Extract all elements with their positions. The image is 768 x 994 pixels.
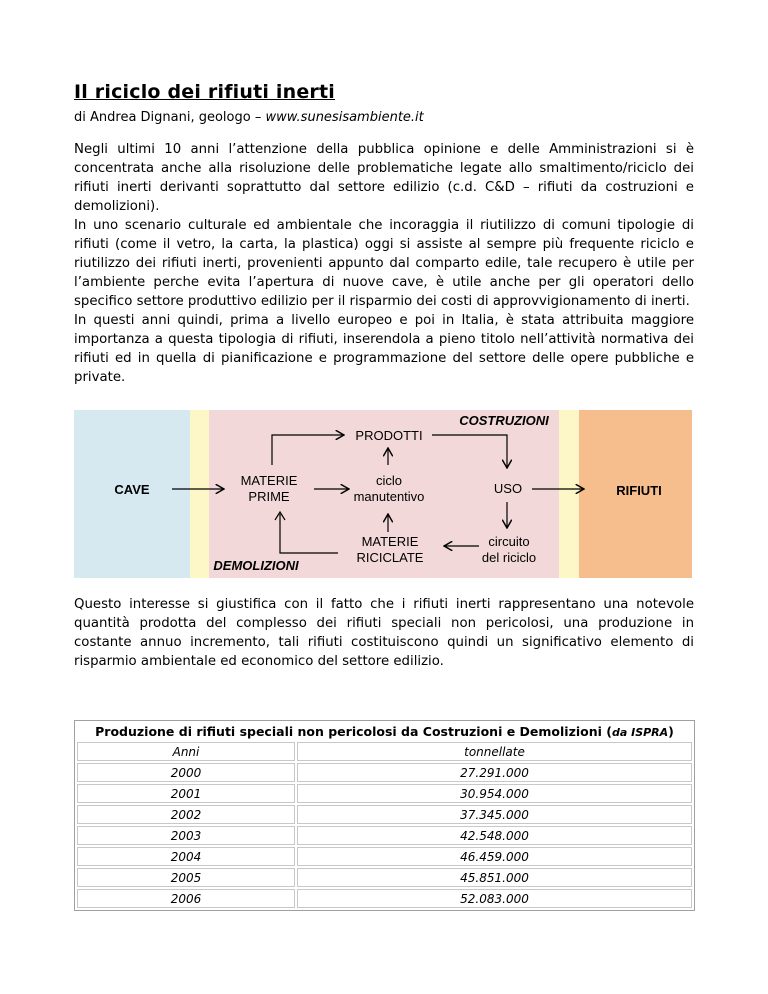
label-costruzioni: COSTRUZIONI xyxy=(459,413,549,428)
paragraph-1: Negli ultimi 10 anni l’attenzione della pubblica opinione e delle Amministrazioni si è concentrata anche alla risoluzione delle problematiche legate allo smaltimento/riciclo dei rifiuti inerti derivanti soprattutto dal settore edilizio (c.d. C&D – rifiuti da costruzioni e demolizioni). xyxy=(74,142,694,214)
label-circuito-line1: circuito xyxy=(488,534,530,549)
byline-website: www.sunesisambiente.it xyxy=(265,110,424,125)
recycling-flow-diagram xyxy=(74,410,694,578)
year-cell: 2004 xyxy=(77,847,295,866)
table-row xyxy=(77,868,692,887)
table-caption-source: da ISPRA xyxy=(611,726,669,739)
label-ciclo-line1: ciclo xyxy=(375,473,402,488)
byline xyxy=(74,108,694,128)
paragraph-3: In questi anni quindi, prima a livello europeo e poi in Italia, è stata attribuita maggiore importanza a questa tipologia di rifiuti, inserendola a pieno titolo nell’attività normativa dei rifiuti ed in quella di pianificazione e programmazione del settore delle opere pubbliche e private. xyxy=(74,313,694,385)
label-prodotti: PRODOTTI xyxy=(355,428,423,443)
table-row xyxy=(77,847,692,866)
article-title: Il riciclo dei rifiuti inerti xyxy=(74,81,336,103)
table-caption-end: ) xyxy=(668,724,674,739)
article-continued xyxy=(74,595,694,671)
tons-cell: 42.548.000 xyxy=(297,826,692,845)
column-header-tons: tonnellate xyxy=(297,742,692,761)
year-cell: 2001 xyxy=(77,784,295,803)
label-materie-prime-line2: PRIME xyxy=(248,489,290,504)
label-materie-riciclate-line2: RICICLATE xyxy=(356,550,424,565)
label-uso: USO xyxy=(493,481,523,496)
tons-cell: 30.954.000 xyxy=(297,784,692,803)
paragraph-4: Questo interesse si giustifica con il fatto che i rifiuti inerti rappresentano una notevole quantità prodotta del complesso dei rifiuti speciali non pericolosi, una produzione in costante annuo incremento, tali rifiuti costituiscono quindi un significativo elemento di risparmio ambientale ed economico del settore edilizio. xyxy=(74,597,694,669)
label-materie-riciclate xyxy=(340,534,440,566)
label-materie-prime-line1: MATERIE xyxy=(240,473,298,488)
arrow-products-to-use xyxy=(432,435,507,468)
production-table-wrapper xyxy=(74,720,694,911)
table-row xyxy=(77,784,692,803)
label-demolizioni: DEMOLIZIONI xyxy=(213,558,299,573)
year-cell: 2003 xyxy=(77,826,295,845)
year-cell: 2006 xyxy=(77,889,295,908)
tons-cell: 27.291.000 xyxy=(297,763,692,782)
tons-cell: 45.851.000 xyxy=(297,868,692,887)
tons-cell: 46.459.000 xyxy=(297,847,692,866)
label-ciclo-line2: manutentivo xyxy=(353,489,425,504)
production-table xyxy=(74,720,695,911)
label-materie-prime xyxy=(224,473,314,505)
arrow-recycled-to-raw xyxy=(280,514,338,553)
label-rifiuti: RIFIUTI xyxy=(616,483,662,498)
arrow-raw-to-products xyxy=(272,435,344,465)
year-cell: 2002 xyxy=(77,805,295,824)
table-caption-main: Produzione di rifiuti speciali non pericolosi da Costruzioni e Demolizioni ( xyxy=(95,724,612,739)
tons-cell: 37.345.000 xyxy=(297,805,692,824)
paragraph-2: In uno scenario culturale ed ambientale che incoraggia il riutilizzo di comuni tipologie di rifiuti (come il vetro, la carta, la plastica) oggi si assiste al sempre più frequente riciclo e riutilizzo dei rifiuti inerti, provenienti appunto dal comparto edile, tale recupero è utile per l’ambiente perche evita l’apertura di nuove cave, è utile anche per gli operatori dello specifico settore produttivo edilizio per il risparmio dei costi di approvvigionamento di inerti. xyxy=(74,218,694,309)
table-body xyxy=(77,763,692,908)
label-ciclo-manutentivo xyxy=(346,473,432,505)
tons-cell: 52.083.000 xyxy=(297,889,692,908)
byline-author: di Andrea Dignani, geologo – xyxy=(74,110,266,125)
label-cave: CAVE xyxy=(114,482,150,497)
year-cell: 2000 xyxy=(77,763,295,782)
column-header-year: Anni xyxy=(77,742,295,761)
table-row xyxy=(77,805,692,824)
table-row xyxy=(77,763,692,782)
year-cell: 2005 xyxy=(77,868,295,887)
table-row xyxy=(77,889,692,908)
article xyxy=(74,80,694,387)
table-row xyxy=(77,826,692,845)
label-circuito-riciclo xyxy=(474,534,544,566)
table-caption xyxy=(77,723,692,740)
label-materie-riciclate-line1: MATERIE xyxy=(361,534,419,549)
label-circuito-line2: del riciclo xyxy=(481,550,537,565)
table-caption-row xyxy=(77,723,692,740)
table-header-row xyxy=(77,742,692,761)
